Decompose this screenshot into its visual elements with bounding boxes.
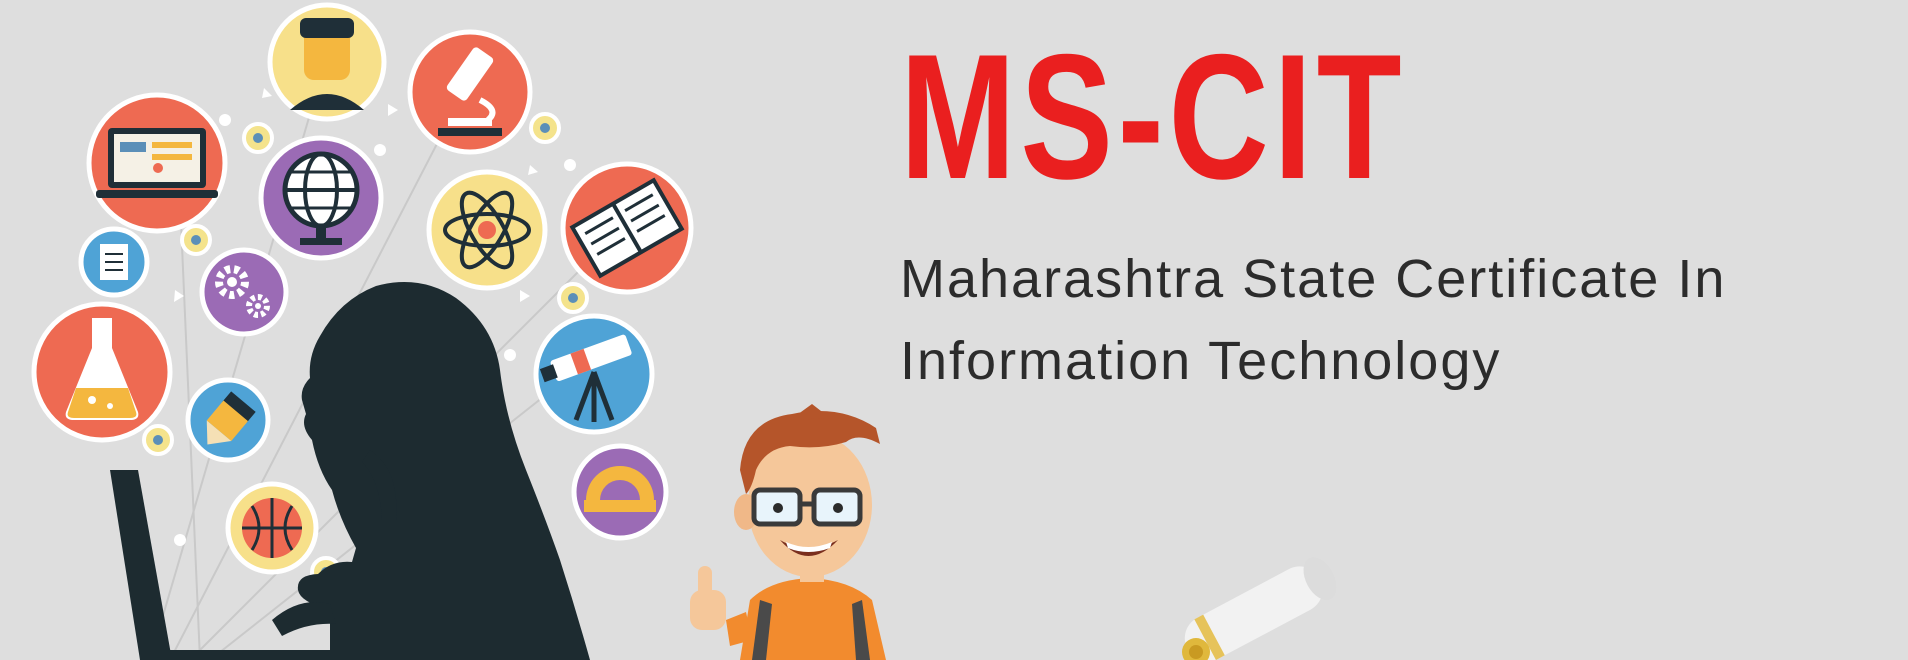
pencil-icon	[188, 380, 268, 460]
laptop-icon	[89, 95, 225, 231]
atom-icon	[429, 172, 545, 288]
flask-icon	[34, 304, 170, 440]
subtitle	[900, 238, 1726, 402]
gears-icon	[202, 250, 286, 334]
title-block	[900, 17, 1890, 391]
protractor-icon	[574, 446, 666, 538]
diploma-scroll	[1177, 552, 1343, 660]
open-book-icon	[563, 164, 691, 292]
subtitle-line-1: Maharashtra State Certificate In	[900, 249, 1727, 309]
telescope-icon	[536, 316, 652, 432]
woman-silhouette-at-laptop	[272, 282, 590, 660]
subtitle-line-2: Information Technology	[900, 331, 1502, 391]
cartoon-boy-thumbs-up	[690, 404, 886, 660]
document-icon	[81, 229, 147, 295]
basketball-icon	[228, 484, 316, 572]
page-title: MS-CIT	[900, 17, 1407, 216]
microscope-icon	[410, 32, 530, 152]
globe-icon	[261, 138, 381, 258]
student-avatar-icon	[270, 5, 384, 119]
